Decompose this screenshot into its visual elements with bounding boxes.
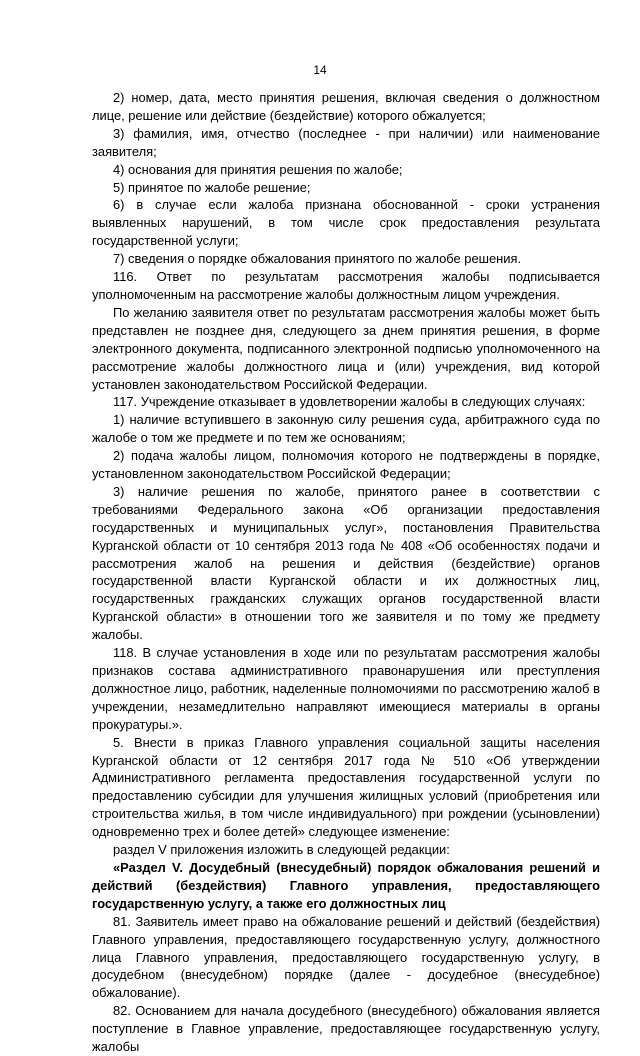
paragraph: 3) фамилия, имя, отчество (последнее - при наличии) или наименование заявителя; — [92, 125, 600, 159]
paragraph: 6) в случае если жалоба признана обоснованной - сроки устранения выявленных нарушений, в том числе срок предоставления результата государственной услуги; — [92, 197, 600, 249]
paragraph: 4) основания для принятия решения по жалобе; — [113, 161, 403, 177]
paragraph: 2) номер, дата, место принятия решения, включая сведения о должностном лице, решение или действие (бездействие) которого обжалуется; — [92, 90, 600, 123]
paragraph: 117. Учреждение отказывает в удовлетворении жалобы в следующих случаях: — [113, 394, 586, 410]
section-heading: «Раздел V. Досудебный (внесудебный) порядок обжалования решений и действий (бездействия) Главного управления, предоставляющего государственную услугу, а также его должностных лиц — [92, 859, 600, 911]
paragraph: 81. Заявитель имеет право на обжалование решений и действий (бездействия) Главного управления, предоставляющего государственную услугу, должностного лица Главного управления, предоставляющего государственную услугу, в досудебном (внесудебном) порядке (далее - досудебное (внесудебное) обжалование). — [92, 913, 600, 1001]
page-number: 14 — [313, 63, 327, 77]
document-body — [92, 89, 600, 1056]
paragraph: 116. Ответ по результатам рассмотрения жалобы подписывается уполномоченным на рассмотрение жалобы должностным лицом учреждения. — [92, 269, 600, 302]
paragraph: 3) наличие решения по жалобе, принятого ранее в соответствии с требованиями Федерального закона «Об организации предоставления государственных и муниципальных услуг», постановления Правительства Курганской области от 10 сентября 2013 года № 408 «Об особенностях подачи и рассмотрения жалоб на решения и действия (бездействие) органов государственной власти Курганской области и их должностных лиц, государственных гражданских служащих органов государственной власти Курганской области» в отношении того же заявителя и по тому же предмету жалобы. — [92, 483, 600, 643]
paragraph: 118. В случае установления в ходе или по результатам рассмотрения жалобы признаков состава административного правонарушения или преступления должностное лицо, работник, наделенные полномочиями по рассмотрению жалоб в учреждении, незамедлительно направляют имеющиеся материалы в органы прокуратуры.». — [92, 645, 600, 732]
paragraph: По желанию заявителя ответ по результатам рассмотрения жалобы может быть представлен не позднее дня, следующего за днем принятия решения, в форме электронного документа, подписанного электронной подписью уполномоченного на рассмотрение жалобы должностного лица и (или) учреждения, вид которой установлен законодательством Российской Федерации. — [92, 304, 600, 392]
paragraph: 82. Основанием для начала досудебного (внесудебного) обжалования является поступление в Главное управление, предоставляющее государственную услугу, жалобы — [92, 1003, 600, 1055]
paragraph: 5) принятое по жалобе решение; — [113, 179, 311, 195]
paragraph: 7) сведения о порядке обжалования принятого по жалобе решения. — [113, 251, 522, 267]
paragraph: 2) подача жалобы лицом, полномочия которого не подтверждены в порядке, установленном законодательством Российской Федерации; — [92, 448, 600, 482]
paragraph: 5. Внести в приказ Главного управления социальной защиты населения Курганской области от 12 сентября 2017 года № 510 «Об утверждении Административного регламента предоставления государственной услуги по предоставлению субсидии для улучшения жилищных условий (приобретения или строительства жилья, в том числе индивидуального) при рождении (усыновлении) одновременно трех и более детей» следующее изменение: — [92, 734, 600, 840]
paragraph: раздел V приложения изложить в следующей редакции: — [113, 842, 450, 858]
paragraph: 1) наличие вступившего в законную силу решения суда, арбитражного суда по жалобе о том же предмете и по тем же основаниям; — [92, 412, 600, 446]
